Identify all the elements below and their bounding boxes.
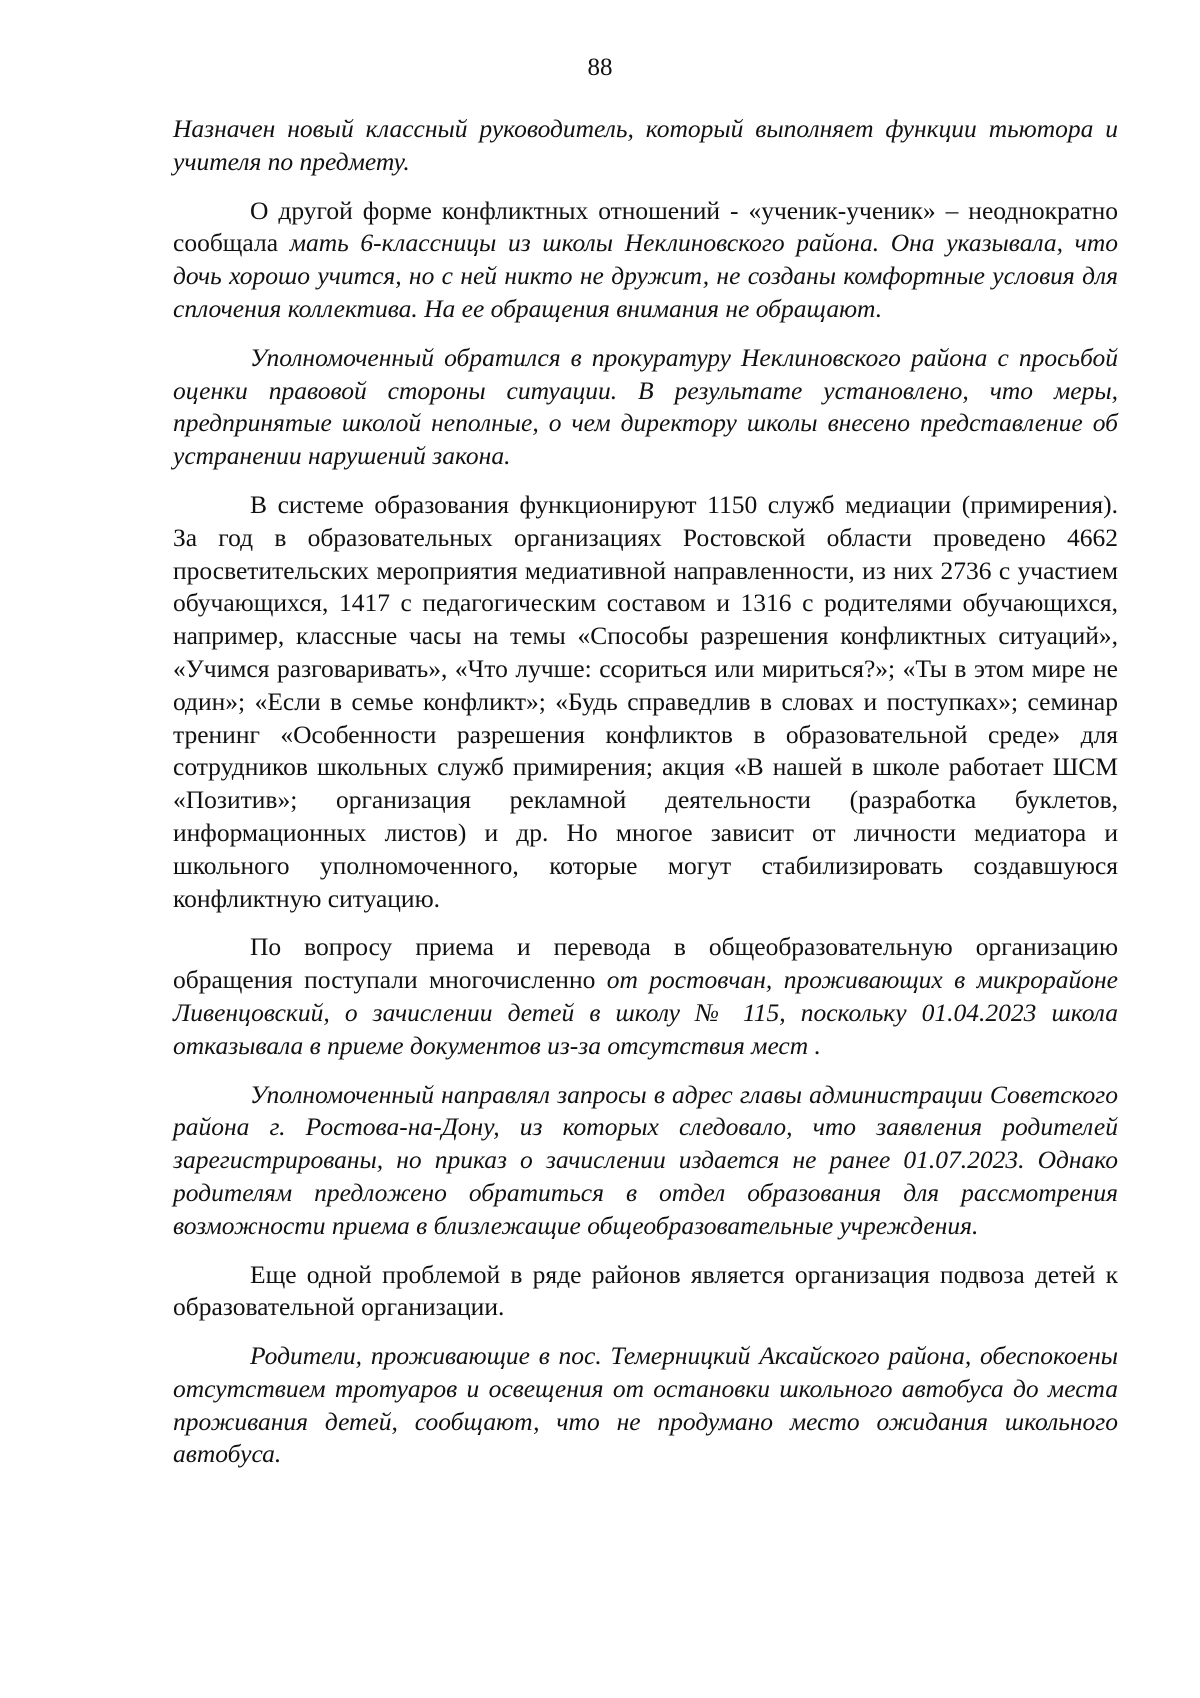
document-body: [173, 113, 1118, 1487]
paragraph-text: Уполномоченный обратился в прокуратуру Неклиновского района с просьбой оценки правовой стороны ситуации. В результате установлено, что меры, предпринятые школой неполные, о чем директору школы внесено представление об устранении нарушений закона.: [173, 342, 1118, 471]
paragraph-student-conflict: [173, 195, 1118, 326]
page-number: 88: [587, 54, 613, 81]
paragraph-text: О другой форме конфликтных отношений - «ученик-ученик» – неоднократно сообщала: [173, 195, 1118, 258]
paragraph-school-transport: [173, 1259, 1118, 1325]
paragraph-italic-text: от ростовчан, проживающих в микрорайоне Ливенцовский, о зачислении детей в школу № 115, поскольку 01.04.2023 школа отказывала в приеме документов из-за отсутствия мест .: [173, 965, 1118, 1060]
paragraph-text: В системе образования функционируют 1150 служб медиации (примирения). За год в образовательных организациях Ростовской области проведено 4662 просветительских мероприятия медиативной направленности, из них 2736 с участием обучающихся, 1417 с педагогическим составом и 1316 с родителями обучающихся, например, классные часы на темы «Способы разрешения конфликтных ситуаций», «Учимся разговаривать», «Что лучше: ссориться или мириться?»; «Ты в этом мире не один»; «Если в семье конфликт»; «Будь справедлив в словах и поступках»; семинар тренинг «Особенности разрешения конфликтов в образовательной среде» для сотрудников школьных служб примирения; акция «В нашей в школе работает ШСМ «Позитив»; организация рекламной деятельности (разработка буклетов, информационных листов) и др. Но многое зависит от личности медиатора и школьного уполномоченного, которые могут стабилизировать создавшуюся конфликтную ситуацию.: [173, 489, 1118, 913]
paragraph-parents-concerns: [173, 1340, 1118, 1471]
paragraph-text: Назначен новый классный руководитель, который выполняет функции тьютора и учителя по предмету.: [173, 114, 1118, 176]
paragraph-text: Еще одной проблемой в ряде районов является организация подвоза детей к образовательной организации.: [173, 1259, 1118, 1322]
paragraph-administration-requests: [173, 1079, 1118, 1243]
paragraph-text: Родители, проживающие в пос. Темерницкий Аксайского района, обеспокоены отсутствием тротуаров и освещения от остановки школьного автобуса до места проживания детей, сообщают, что не продумано место ожидания школьного автобуса.: [173, 1341, 1118, 1469]
paragraph-italic-text: мать 6-классницы из школы Неклиновского района. Она указывала, что дочь хорошо учится, но с ней никто не дружит, не созданы комфортные условия для сплочения коллектива. На ее обращения внимания не обращают.: [173, 228, 1119, 323]
paragraph-prosecutor-appeal: [173, 342, 1118, 473]
paragraph-text: Уполномоченный направлял запросы в адрес главы администрации Советского района г. Ростова-на-Дону, из которых следовало, что заявления родителей зарегистрированы, но приказ о зачислении издается не ранее 01.07.2023. Однако родителям предложено обратиться в отдел образования для рассмотрения возможности приема в близлежащие общеобразовательные учреждения.: [173, 1079, 1118, 1240]
paragraph-school-admission: [173, 931, 1118, 1062]
paragraph-mediation-services: [173, 489, 1118, 915]
paragraph-new-class-teacher: [173, 113, 1118, 179]
paragraph-text: По вопросу приема и перевода в общеобразовательную организацию обращения поступали многочисленно: [173, 932, 1118, 995]
